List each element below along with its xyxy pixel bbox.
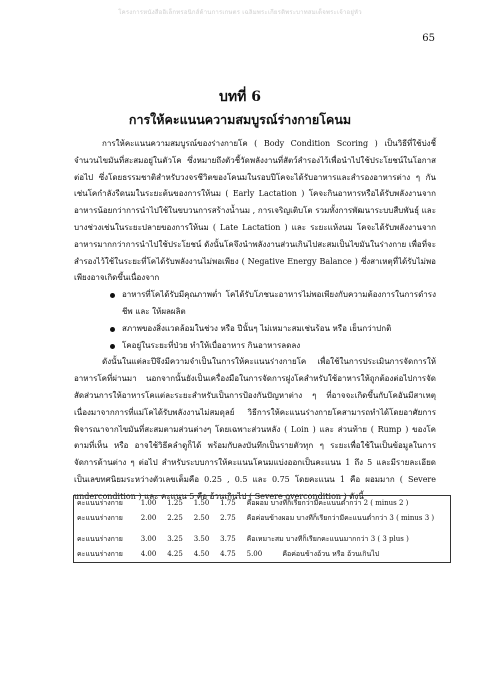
body-text <box>74 136 436 506</box>
score-description: คือผอม บางทีก็เรียกว่ามีคะแนนต่ำกว่า 2 ( minus 2 ) <box>246 499 409 507</box>
score-value: 5.00 <box>246 550 263 558</box>
score-value: 3.00 <box>140 535 157 543</box>
score-value: 4.75 <box>220 550 236 558</box>
paragraph-intro: การให้คะแนนความสมบูรณ์ของร่างกายโค ( Body Condition Scoring ) เป็นวิธีที่ใช้บ่งชี้จำนวนไขมันที่สะสมอยู่ในตัวโค ซึ่งหมายถึงตัวชี้วัดพลังงานที่สัตว์สำรองไว้เพื่อนำไปใช้ประโยชน์ในโอกาสต่อไป ซึ่งโดยธรรมชาติสำหรับวงจรชีวิตของโคนมในรอบปีโคจะได้รับอาหารและสำรองอาหารต่าง ๆ กัน เช่นโคกำลังรีดนมในระยะต้นของการให้นม ( Early Lactation ) โคจะกินอาหารหรือได้รับพลังงานจากอาหารน้อยกว่าการนำไปใช้ในขบวนการสร้างน้ำนม , การเจริญเติบโต รวมทั้งการพัฒนาระบบสืบพันธุ์ และบางช่วงเช่นในระยะปลายของการให้นม ( Late Lactation ) และ ระยะแห้งนม โคจะได้รับพลังงานจากอาหารมากกว่าการนำไปใช้ประโยชน์ ดังนั้นโคจึงนำพลังงานส่วนเกินไปสะสมเป็นไขมันในร่างกาย เพื่อที่จะสำรองไว้ใช้ในระยะที่โคได้รับพลังงานไม่พอเพียง ( Negative Energy Balance ) ซึ่งสาเหตุที่ได้รับไม่พอเพียงอาจเกิดขึ้นเนื่องจาก <box>74 139 436 283</box>
page-number: 65 <box>422 33 435 44</box>
score-table <box>73 495 451 563</box>
score-value: 1.75 <box>220 499 236 507</box>
row-label: คะแนนร่างกาย <box>77 514 123 522</box>
score-value: 3.75 <box>220 535 236 543</box>
row-label: คะแนนร่างกาย <box>77 535 123 543</box>
paragraph-scoring: ดังนั้นในแต่ละปีจึงมีความจำเป็นในการให้คะแนนร่างกายโค เพื่อใช้ในการประเมินการจัดการให้อาหารโคที่ผ่านมา นอกจากนั้นยังเป็นเครื่องมือในการจัดการฝูงโคสำหรับใช้อาหารให้ถูกต้องต่อไปการจัดสัดส่วนการให้อาหารโคแต่ละระยะสำหรับเป็นการป้องกันปัญหาต่าง ๆ ที่อาจจะเกิดขึ้นกับโคอันมีสาเหตุเนื่องมาจากการที่แม่โคได้รับพลังงานไม่สมดุลย์ วิธีการให้คะแนนร่างกายโคสามารถทำได้โดยอาศัยการพิจารณาจากไขมันที่สะสมตามส่วนต่างๆ โดยเฉพาะส่วนหลัง ( Loin ) และ ส่วนท้าย ( Rump ) ของโค ตามที่เห็น หรือ อาจใช้วิธีคลำดูก็ได้ พร้อมกับลงบันทึกเป็นรายตัวทุก ๆ ระยะเพื่อใช้ในเป็นข้อมูลในการจัดการด้านต่าง ๆ ต่อไป สำหรับระบบการให้คะแนนโคนมแบ่งออกเป็นคะแนน 1 ถึง 5 และมีรายละเอียดเป็นเลขทศนิยมระหว่างตัวเลขเต็มคือ 0.25 , 0.5 และ 0.75 โดยคะแนน 1 คือ ผอมมาก ( Severe undercondition ) และ คะแนน 5 คือ อ้วนเกินไป ( Severe overcondition ) ดังนี้ <box>74 357 436 501</box>
list-item: โคอยู่ในระยะที่ป่วย ทำให้เบื่ออาหาร กินอาหารลดลง <box>110 338 436 355</box>
score-value: 4.50 <box>193 550 210 558</box>
row-label: คะแนนร่างกาย <box>77 499 123 507</box>
score-description: คือค่อนข้างอ้วน หรือ อ้วนเกินไป <box>282 550 380 558</box>
chapter-heading: บทที่ 6 <box>219 89 261 105</box>
score-value: 1.50 <box>193 499 210 507</box>
table-row <box>74 496 451 512</box>
score-value: 2.00 <box>140 514 157 522</box>
score-value: 1.25 <box>167 499 183 507</box>
score-value: 4.25 <box>167 550 183 558</box>
chapter-title: การให้คะแนนความสมบูรณ์ร่างกายโคนม <box>128 112 352 127</box>
cause-list <box>74 287 436 354</box>
score-value: 2.25 <box>167 514 183 522</box>
score-value: 1.00 <box>140 499 157 507</box>
score-description: คือค่อนข้างผอม บางทีก็เรียกว่ามีคะแนนต่ำกว่า 3 ( minus 3 ) <box>246 514 435 522</box>
score-value: 2.75 <box>220 514 236 522</box>
score-value: 4.00 <box>140 550 157 558</box>
list-item: สภาพของสิ่งแวดล้อมในช่วง หรือ ปีนั้นๆ ไม่เหมาะสมเช่นร้อน หรือ เย็นกว่าปกติ <box>110 321 436 338</box>
table-row <box>74 547 451 563</box>
score-value: 3.50 <box>193 535 210 543</box>
score-value: 3.25 <box>167 535 183 543</box>
table-row <box>74 511 451 526</box>
score-value: 2.50 <box>193 514 210 522</box>
table-row <box>74 532 451 547</box>
watermark-text: โครงการหนังสืออิเล็กทรอนิกส์ด้านการเกษตร เฉลิมพระเกียรติพระบาทสมเด็จพระเจ้าอยู่หัว <box>118 9 362 16</box>
row-label: คะแนนร่างกาย <box>77 550 123 558</box>
score-description: คือเหมาะสม บางทีก็เรียกคะแนนมากกว่า 3 ( 3 plus ) <box>246 535 409 543</box>
list-item: อาหารที่โคได้รับมีคุณภาพต่ำ โคได้รับโภชนะอาหารไม่พอเพียงกับความต้องการในการดำรงชีพ และ ให้ผลผลิต <box>110 287 436 321</box>
